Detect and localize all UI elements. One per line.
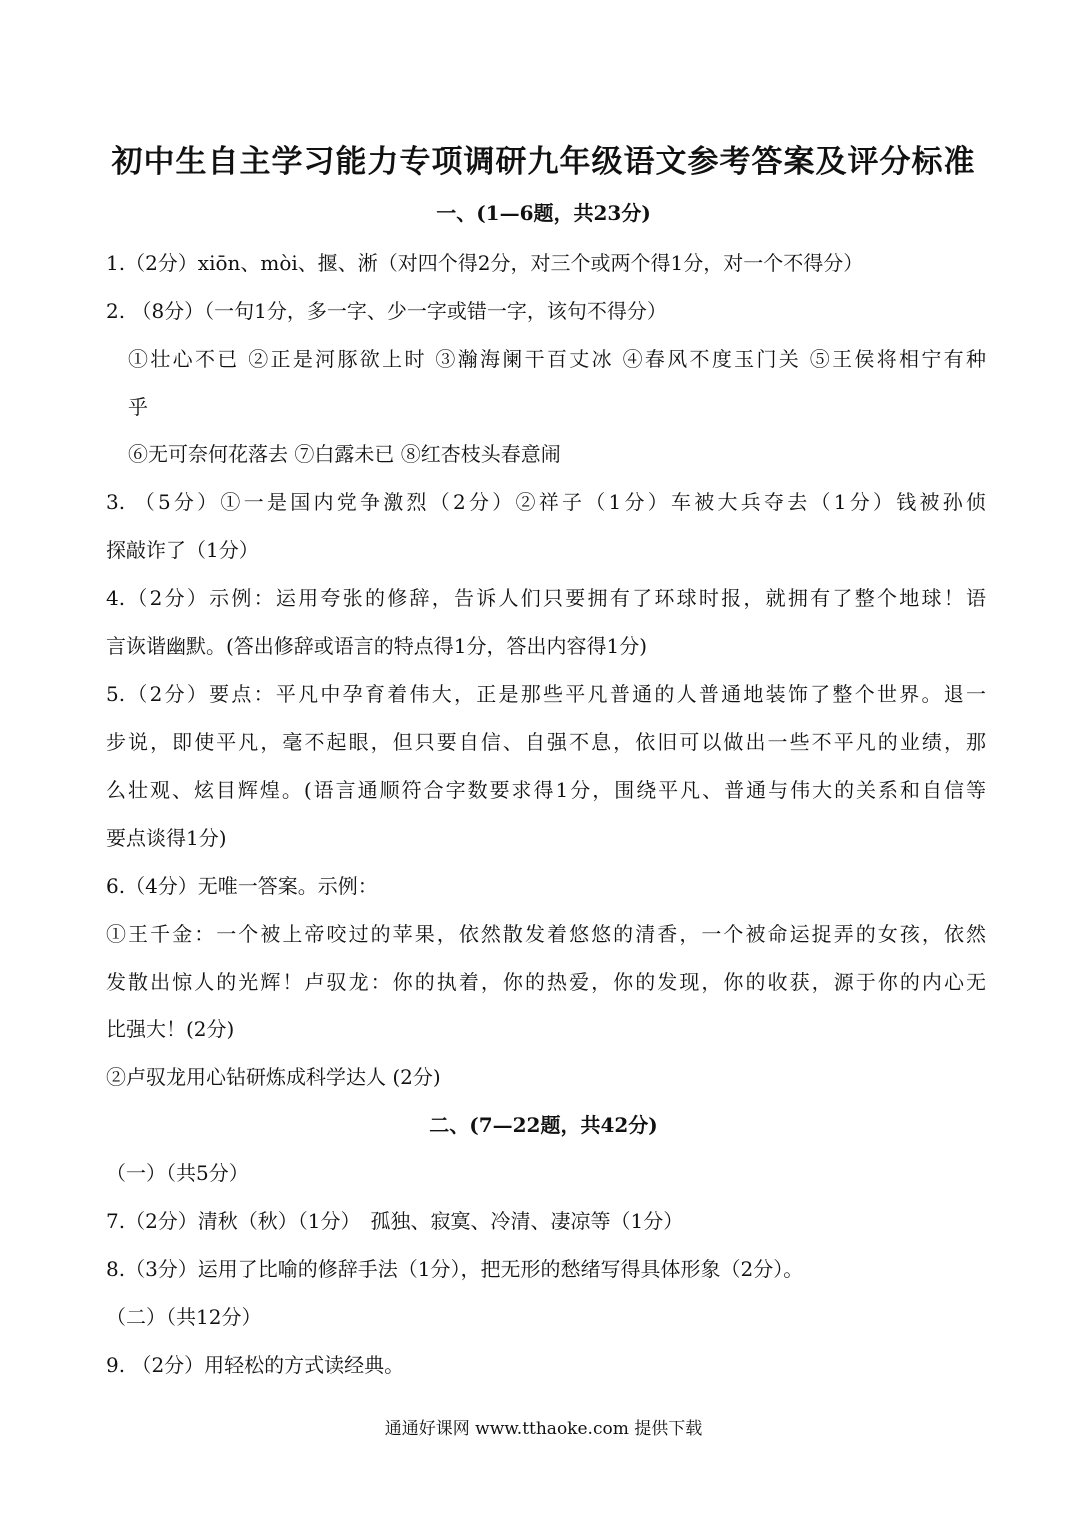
answer-line: ①王千金：一个被上帝咬过的苹果，依然散发着悠悠的清香，一个被命运捉弄的女孩，依然 [106, 922, 986, 946]
page-footer: 通通好课网 www.tthaoke.com 提供下载 [384, 1419, 703, 1439]
answer-line: 7.（2分）清秋（秋）（1分） 孤独、寂寞、冷清、凄凉等（1分） [106, 1209, 684, 1233]
answer-line: 发散出惊人的光辉！卢驭龙：你的执着，你的热爱，你的发现，你的收获，源于你的内心无 [106, 970, 986, 994]
answer-line: 5.（2分）要点：平凡中孕育着伟大，正是那些平凡普通的人普通地装饰了整个世界。退一 [106, 682, 986, 706]
section-heading-1: 一、(1—6题，共23分) [436, 201, 651, 225]
document-title: 初中生自主学习能力专项调研九年级语文参考答案及评分标准 [111, 144, 976, 180]
section-heading-2: 二、(7—22题，共42分) [429, 1113, 658, 1137]
answer-line: ②卢驭龙用心钻研炼成科学达人 (2分) [106, 1065, 441, 1089]
answer-line: 步说，即使平凡，毫不起眼，但只要自信、自强不息，依旧可以做出一些不平凡的业绩，那 [106, 730, 986, 754]
answer-line: 么壮观、炫目辉煌。(语言通顺符合字数要求得1分，围绕平凡、普通与伟大的关系和自信等 [106, 778, 986, 802]
answer-line: 乎 [128, 395, 148, 419]
answer-line: 9. （2分）用轻松的方式读经典。 [106, 1353, 405, 1377]
answer-line: 探敲诈了（1分） [106, 538, 259, 562]
answer-line: 1.（2分）xiōn、mòi、揠、淅（对四个得2分，对三个或两个得1分，对一个不得分） [106, 251, 864, 275]
answer-line: 4.（2分）示例：运用夸张的修辞，告诉人们只要拥有了环球时报，就拥有了整个地球！语 [106, 586, 986, 610]
answer-line: 3. （5分）①一是国内党争激烈（2分）②祥子（1分）车被大兵夺去（1分）钱被孙侦 [106, 490, 986, 514]
answer-line: 比强大！(2分) [106, 1017, 235, 1041]
answer-line: ⑥无可奈何花落去 ⑦白露未已 ⑧红杏枝头春意闹 [128, 442, 561, 466]
answer-line: 要点谈得1分) [106, 826, 227, 850]
answer-line: 2. （8分）（一句1分，多一字、少一字或错一字，该句不得分） [106, 299, 667, 323]
answer-line: 8.（3分）运用了比喻的修辞手法（1分），把无形的愁绪写得具体形象（2分）。 [106, 1257, 804, 1281]
answer-line: （一）（共5分） [106, 1161, 249, 1185]
answer-line: ①壮心不已 ②正是河豚欲上时 ③瀚海阑干百丈冰 ④春风不度玉门关 ⑤王侯将相宁有种 [128, 347, 986, 371]
answer-line: （二）（共12分） [106, 1305, 262, 1329]
answer-line: 言诙谐幽默。(答出修辞或语言的特点得1分，答出内容得1分) [106, 634, 648, 658]
answer-line: 6.（4分）无唯一答案。示例： [106, 874, 378, 898]
